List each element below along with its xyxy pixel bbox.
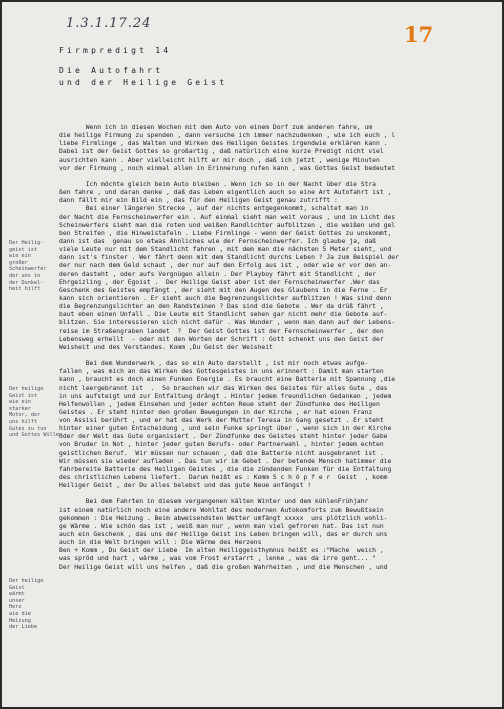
paragraph-gap [59,173,497,181]
paragraph-gap [59,490,497,498]
text-line: von Bruder in Not , hinter jeder guten Berufs- oder Partnerwahl , hinter jedem echten [59,441,384,449]
text-line: ge Wärme . Wie schön das ist , weiß man nur , wenn man viel gefroren hat. Das ist nun [59,522,384,530]
text-line: Lebensweg erhellt - oder mit den Worten der Schrift : Gott schenkt uns den Geist der [59,335,384,343]
text-line: kann sich orientieren . Er sieht auch die Begrenzungslichter aufblitzen ! Was sind denn [59,294,392,302]
text-line: oder der Welt das Gute organisiert . Der Zündfunke des Geistes steht hinter jeder Gabe [59,433,388,441]
text-line: kann , braucht es doch einen Funken Energie . Es braucht eine Batterie mit Spannung ,die [59,376,396,384]
text-line: der Nacht die Fernscheinwerfer ein . Auf einmal sieht man weit voraus , und im Licht des [59,213,396,221]
text-line: dann ist das genau so etwas Ähnliches wie der Fernscheinwerfer. Ich glaube ja, daß [59,237,376,245]
margin-note-line: Motor, der [9,412,41,419]
text-line: dann fällt mir ein Bild ein , das für den Heiligen Geist genau zutrifft : [59,197,338,205]
text-line: Scheinwerfers sieht man die roten und weißen Randlichter aufblitzen , die weißen und gel [59,221,396,229]
margin-note-line: Heizung [9,617,31,624]
margin-note-3 [9,578,61,631]
margin-note-line: Gutes zu tun [9,425,47,432]
text-line: Wir müssen sie wieder aufladen . Das tun wir im Gebet . Der betende Mensch hatimmer die [59,457,392,465]
text-line: ausrichten kann . Aber vielleicht hilft er mir doch , daß ich jetzt , wenige Minuten [59,156,380,164]
text-line: in uns aufsteigt und zur Entfaltung drängt . Hinter jedem freundlichen Gedanken , jedem [59,392,392,400]
paragraph-gap [59,352,497,360]
text-line: Ich möchte gleich beim Auto bleiben . Wenn ich so in der Nacht über die Stra [59,180,376,188]
text-line: deren dasteht , oder aufs Vergnügen allein . Der Playboy fährt mit Standlicht , der [59,270,376,278]
text-line: Weisheit und des Verstandes. Komm ,Du Geist der Weisheit [59,343,273,351]
margin-note-line: der Dunkel- [9,279,44,286]
document-page [2,2,502,707]
text-line: hinter einer guten Entscheidung , und sein Funke springt über , wenn sich in der Kirche [59,425,392,433]
text-line: was spröd und hart , wärme , was vom Frost erstarrt , lenke , was da irre geht... " [59,555,376,563]
text-line: des christlichen Lebens liefert. Darum heißt es : Komm S c h ö p f e r Geist , komm [59,474,388,482]
text-line: dann ist's finster . Wer fährt denn mit dem Standlicht durchs Leben ? Ja zum Beispiel der [59,254,399,262]
text-line: Der Heilige Geist will uns helfen , daß die großen Wahrheiten , und die Menschen , und [59,563,388,571]
text-line: Geistes . Er steht hinter den großen Bewegungen in der Kirche , er hat einen Franz [59,408,373,416]
text-line: von Assisi berührt , und er hat das Werk der Mutter Teresa in Gang gesetzt . Er steht [59,417,384,425]
text-line: liebe Firmlinge , das Walten und Wirken des Heiligen Geistes irgendwie erklären kann . [59,140,388,148]
text-line: nicht leergebrannt ist . So brauchen wir das Wirken des Geistes für alles Gute , das [59,384,388,392]
text-line: ßen fahre , und daran denke , daß das Leben eigentlich auch so eine Art Autofahrt ist , [59,189,392,197]
margin-note-line: Geist ist [9,392,38,399]
text-line: geistlichen Beruf. Wir müssen nur schauen , daß die Batterie nicht ausgebrannt ist . [59,449,384,457]
text-line: blitzen. Sie interessieren sich nicht dafür . Was Wunder , wenn man dann auf der Lebens- [59,319,396,327]
text-line: Wenn ich in diesen Wochen mit dem Auto von einem Dorf zum anderen fahre, um [59,124,373,131]
text-line: fallen , was mich an das Wirken des Gottesgeistes in uns erinnert : Damit man starten [59,368,384,376]
margin-note-line: wärmt [9,591,25,598]
margin-note-line: der Liebe [9,624,38,631]
archive-number: 1.3.1.17.24 [66,16,152,31]
text-line: die Begrenzungslichter an den Randsteinen ? Das sind die Gebote . Wer da drüß fährt , [59,303,384,311]
text-line: die heilige Firmung zu spenden , dann versuche ich immer nachzudenken , wie ich euch , l [59,132,396,140]
margin-note-line: uns hilft [9,418,38,425]
margin-note-line: der uns in [9,272,41,279]
sermon-title: Firmpredigt 14 [59,46,172,55]
margin-note-line: Geist [9,584,25,591]
margin-note-line: wie ein [9,253,31,260]
margin-note-line: und Gottes Willen [9,432,63,439]
text-line: vor der Firmung , noch einmal allen in Erinnerung rufen kann , was Gottes Geist bedeutet [59,164,396,172]
sermon-body [59,124,497,572]
margin-note-line: wie ein [9,399,31,406]
text-line: Ben + Komm , Du Geist der Liebe Im alten Heiliggeisthymnus heißt es :"Mache weich , [59,547,384,555]
text-line: Bei dem Wunderwerk , das so ein Auto darstellt , ist mir noch etwas aufge- [59,360,369,368]
margin-note-2 [9,386,61,439]
text-line: auch ein Geschenk , das uns der Heilige Geist ins Leben bringen will, das er durch uns [59,531,388,539]
margin-note-line: wie die [9,610,31,617]
sermon-subtitle-line2: und der Heilige Geist [59,78,228,87]
text-line: Bei dem Fahrten in diesem vergangenen kälten Winter und dem kühlenFrühjahr [59,498,369,506]
margin-note-line: geist ist [9,246,38,253]
margin-note-line: Der heilige [9,578,44,584]
text-line: fahrbereite Batterie des Heiligen Geistes , die die zündenden Funken für die Entfaltung [59,465,392,473]
text-line: Heiliger Geist , der Du alles belebst und das gute Neue anfängst ! [59,482,312,490]
page-number: 17 [404,22,434,47]
text-line: reise im Straßengraben landet ? Der Geist Gottes ist der Fernscheinwerfer , der den [59,327,384,335]
margin-note-line: unser [9,597,25,604]
margin-note-line: starker [9,405,31,412]
text-line: Dabei ist der Geist Gottes so großartig , daß natürlich eine kurze Predigt nicht viel [59,148,384,156]
text-line: ben Streifen , die Hinweistafeln . Liebe Firmlinge - wenn der Geist Gottes zu unskommt, [59,229,392,237]
margin-note-line: Herz [9,604,22,611]
text-line: baut eben einen Unfall . Die Leute mit Standlicht sehen gar nicht mehr die Gebote auf- [59,311,388,319]
text-line: viele Leute nur mit dem Standlicht fahren , mit dem man die nächsten 5 Meter sieht, und [59,246,392,254]
text-line: Helfenwollen , jedem Einsehen und jeder echten Reue steht der Zündfunke des Heiligen [59,400,380,408]
margin-note-line: Scheinwerfer [9,266,47,273]
margin-note-line: großer [9,259,28,266]
margin-note-1 [9,240,61,293]
sermon-subtitle-line1: Die Autofahrt [59,66,164,75]
margin-note-line: Der Heilig- [9,240,44,246]
text-line: der nur nach dem Geld schaut , der nur auf den Erfolg aus ist , oder wie er vor den an- [59,262,392,270]
text-line: auch in die Welt bringen will : Die Wärme des Herzens [59,539,262,547]
text-line: Ehrgeizling , der Egoist . Der Heilige Geist aber ist der Fernscheinwerfer .Wer das [59,278,380,286]
text-line: Bei einer längeren Strecke , auf der nichts entgegenkommt, schaltet man in [59,205,369,213]
text-line: gekommen : Die Heizung . Beim abweisendsten Wetter umfängt xxxxx uns plötzlich wohli- [59,514,388,522]
text-line: ist einem natürlich noch eine andere Wohltat des modernen Autokomforts zum Bewußtsein [59,506,384,514]
margin-note-line: Der heilige [9,386,44,392]
margin-note-line: heit hilft [9,286,41,293]
text-line: Geschenk des Geistes empfängt , der sieht mit den Augen des Glaubens in die Ferne . Er [59,286,388,294]
